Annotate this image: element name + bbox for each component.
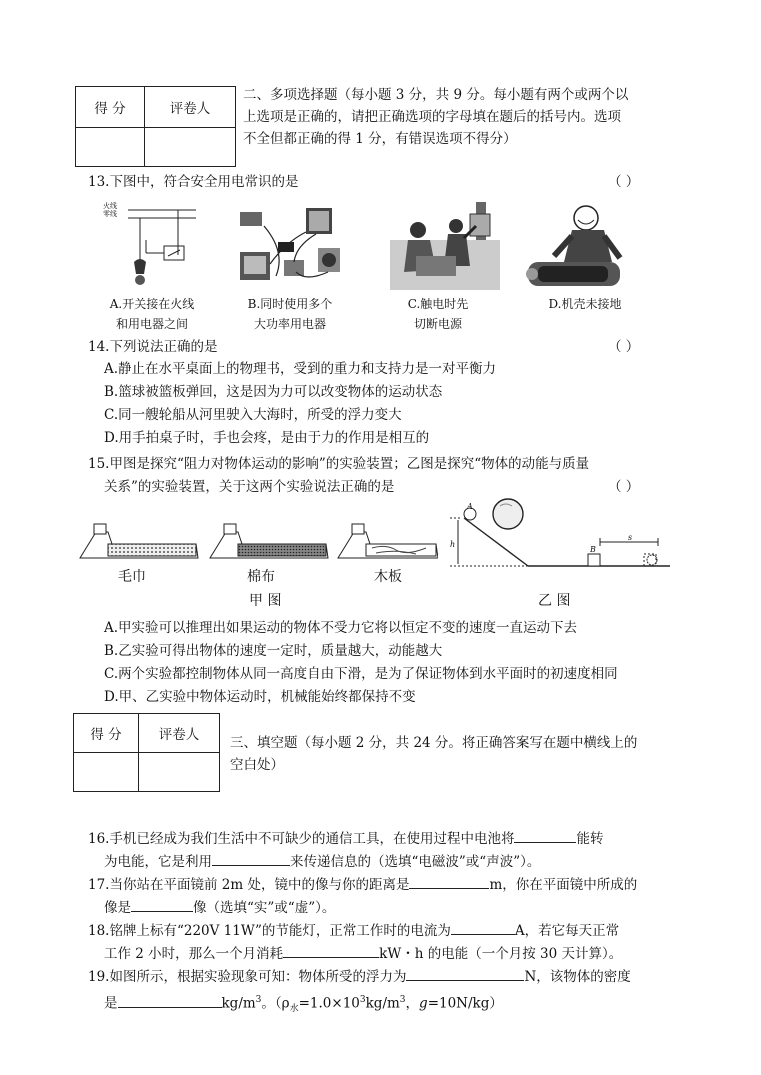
label-s: s [628,533,633,542]
surface-label-wood: 木板 [374,569,402,585]
score-label: 得 分 [76,87,145,128]
q19-blank-2[interactable] [118,993,222,1008]
ramp-figures-jia [78,518,438,566]
appliances-figure [236,202,346,290]
q15-option-c[interactable]: C.两个实验都控制物体从同一高度自由下滑，是为了保证物体到水平面时的初速度相同 [104,666,618,682]
q14-option-c[interactable]: C.同一艘轮船从河里驶入大海时，所受的浮力变大 [104,407,402,423]
q18-blank-2[interactable] [283,943,379,958]
figure-yi-label: 乙 图 [538,593,571,609]
section2-instructions: 二、多项选择题（每小题 3 分，共 9 分。每小题有两个或两个以 上选项是正确的，请把正确选项的字母填在题后的括号内。选项 不全但都正确的得 1 分，有错误选项不得分） [243,87,629,147]
score-label: 得 分 [74,714,139,753]
q13-option-c[interactable]: C.触电时先 切断电源 [407,297,469,331]
wire-zero-label: 零线 [103,210,117,218]
q16-blank-2[interactable] [212,851,290,866]
q16-line1: 16.手机已经成为我们生活中不可缺少的通信工具，在使用过程中电池将 能转 [88,828,603,850]
score-cell[interactable] [76,128,145,167]
q15-option-a[interactable]: A.甲实验可以推理出如果运动的物体不受力它将以恒定不变的速度一直运动下去 [104,620,578,636]
grader-label: 评卷人 [145,87,236,128]
grader-cell[interactable] [145,128,236,167]
score-table-section3 [73,713,220,792]
q17-blank-2[interactable] [131,897,193,912]
label-a: A [467,502,473,511]
shock-rescue-figure [390,200,500,290]
wire-fire-label: 火线 [103,202,117,210]
q18-line1: 18.铭牌上标有“220V 11W”的节能灯，正常工作时的电流为 A，若它每天正常 [88,920,619,942]
q19-blank-1[interactable] [406,966,524,981]
score-cell[interactable] [74,753,139,792]
label-b: B [590,545,596,554]
q13-answer-paren[interactable]: （ ） [608,174,640,190]
q13-option-d[interactable]: D.机壳未接地 [548,297,622,311]
ramp-wood [338,524,438,558]
q14-option-a[interactable]: A.静止在水平桌面上的物理书，受到的重力和支持力是一对平衡力 [104,361,497,377]
section3-instructions: 三、填空题（每小题 2 分，共 24 分。将正确答案写在题中横线上的 空白处） [230,735,638,773]
q18-blank-1[interactable] [451,920,515,935]
ramp-towel [80,524,198,558]
q19-line2: 是 $kg/m^3$。（$\rho_水=1.0\times 10^3kg/m^3$，g=10N/kg） [104,989,503,1020]
q14-answer-paren[interactable]: （ ） [608,339,640,355]
q15-answer-paren[interactable]: （ ） [608,479,640,495]
q16-blank-1[interactable] [514,828,576,843]
grader-label: 评卷人 [139,714,220,753]
q13-stem: 13.下图中，符合安全用电常识的是 [88,174,299,190]
q17-line2: 像是 像（选填“实”或“虚”）。 [104,897,335,919]
score-table-section2 [75,86,236,167]
figure-jia-label: 甲 图 [249,593,282,609]
motor-figure [524,200,636,290]
q14-stem: 14.下列说法正确的是 [88,339,218,355]
label-h: h [450,540,456,549]
q13-option-a[interactable]: A.开关接在火线 和用电器之间 [109,297,195,331]
q15-stem-line2: 关系”的实验装置，关于这两个实验说法正确的是 [104,479,395,495]
q14-option-d[interactable]: D.用手拍桌子时，手也会疼，是由于力的作用是相互的 [104,430,430,446]
q14-option-b[interactable]: B.篮球被篮板弹回，这是因为力可以改变物体的运动状态 [104,384,443,400]
kinetic-energy-figure [444,498,680,574]
grader-cell[interactable] [139,753,220,792]
surface-label-cotton: 棉布 [247,569,275,585]
q15-stem-line1: 15.甲图是探究“阻力对物体运动的影响”的实验装置；乙图是探究“物体的动能与质量 [88,456,590,472]
q17-line1: 17.当你站在平面镜前 2m 处，镜中的像与你的距离是 m，你在平面镜中所成的 [88,874,637,896]
q19-line1: 19.如图所示，根据实验现象可知：物体所受的浮力为 N，该物体的密度 [88,966,631,988]
q15-option-b[interactable]: B.乙实验可得出物体的速度一定时，质量越大，动能越大 [104,643,443,659]
q13-option-b[interactable]: B.同时使用多个 大功率用电器 [247,297,333,331]
q15-option-d[interactable]: D.甲、乙实验中物体运动时，机械能始终都保持不变 [104,689,416,705]
q16-line2: 为电能，它是利用 来传递信息的（选填“电磁波”或“声波”）。 [104,851,540,873]
q17-blank-1[interactable] [409,874,489,889]
surface-label-towel: 毛巾 [118,569,146,585]
q18-line2: 工作 2 小时，那么一个月消耗 kW・h 的电能（一个月按 30 天计算）。 [104,943,622,965]
ramp-cotton [210,524,328,558]
